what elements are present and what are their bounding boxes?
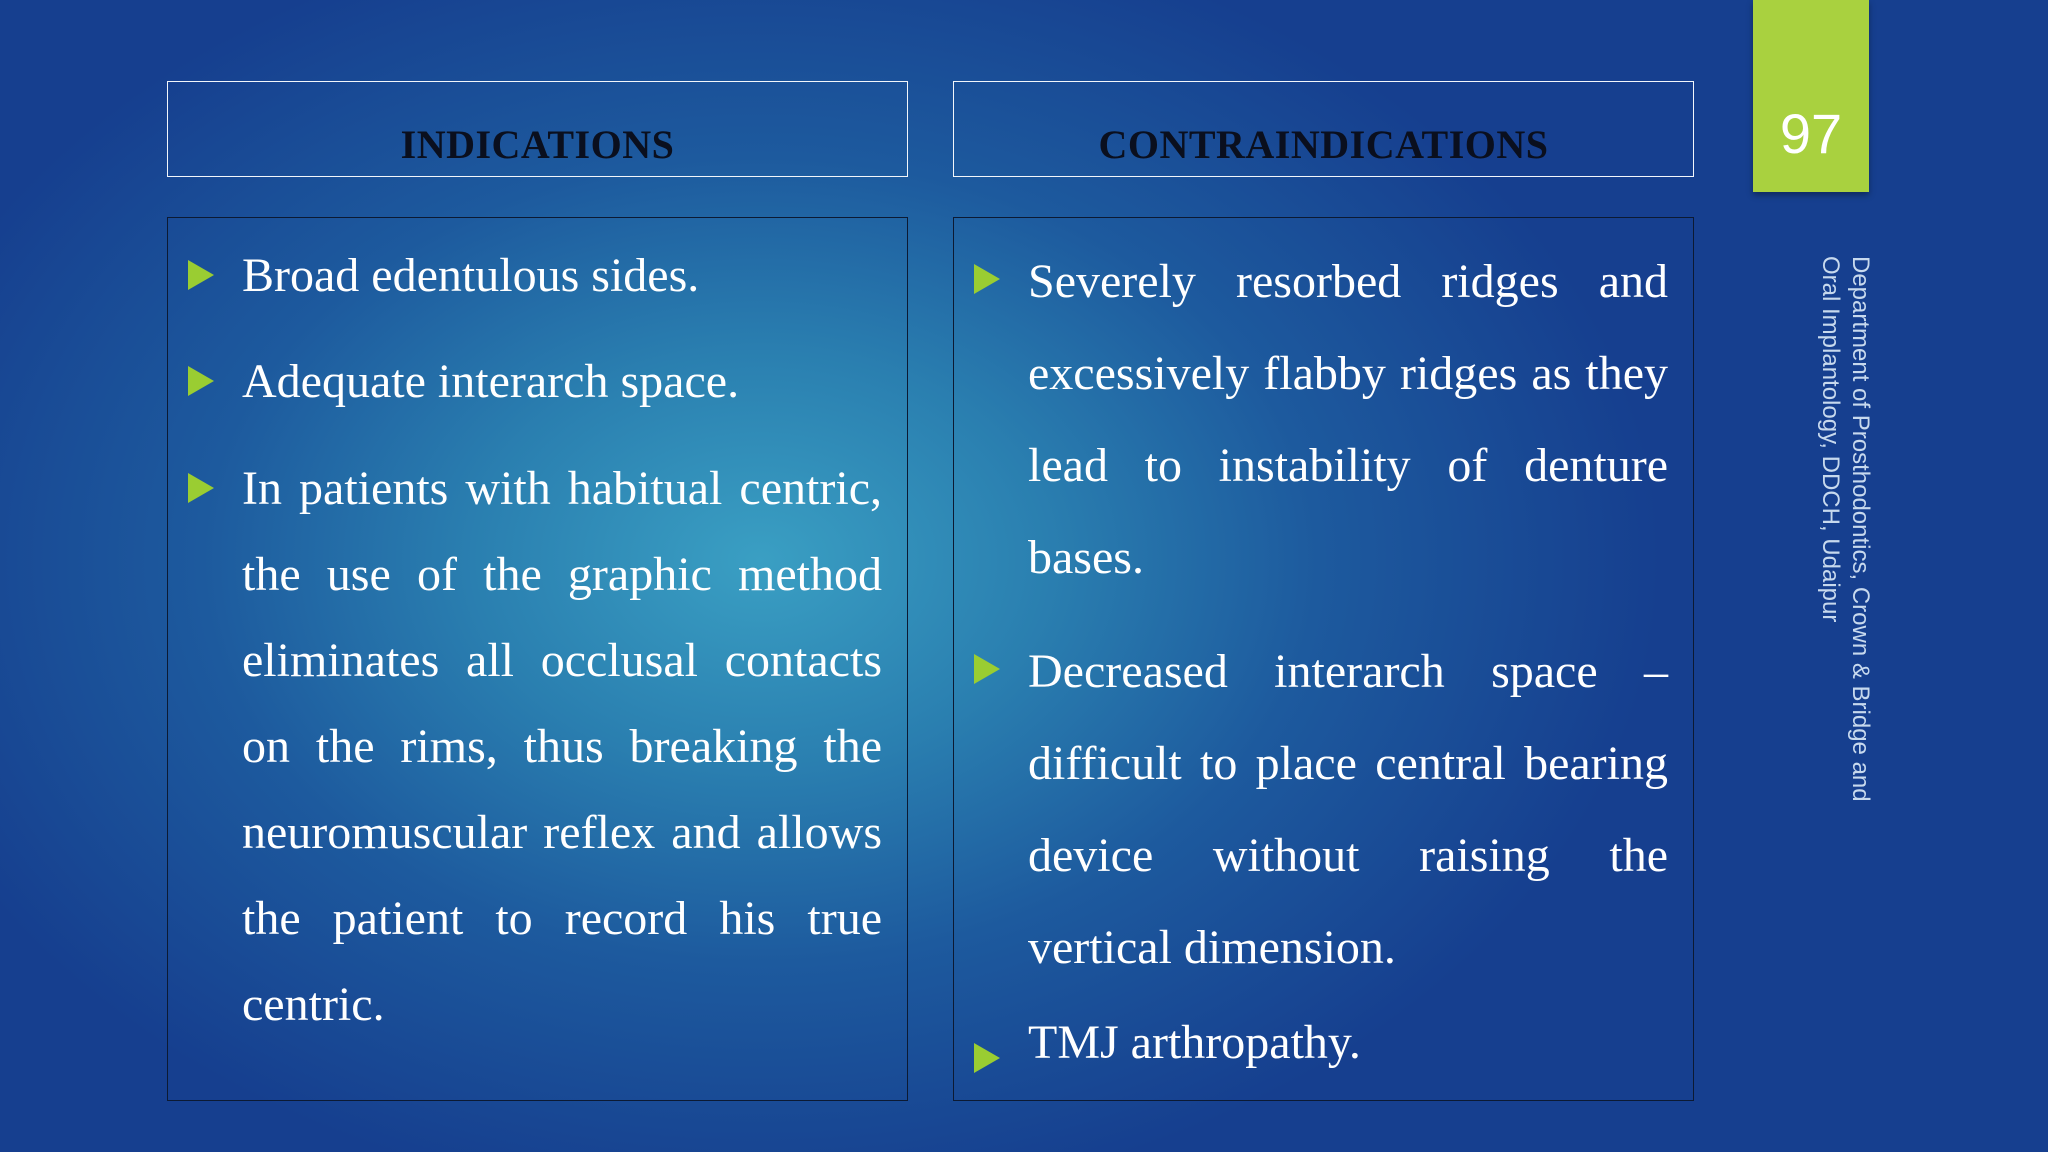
indications-heading: INDICATIONS [400,122,675,167]
green-triangle-icon [188,366,214,396]
indication-item-3: In patients with habitual centric, the use of the graphic method eliminates all occlusal contacts on the rims, thus breaking the neuromuscular reflex and allows the patient to record his true centric. [242,462,882,1031]
green-triangle-icon [974,654,1000,684]
green-triangle-icon [974,1043,1000,1073]
indications-list [167,217,908,1101]
contraindication-item-2: Decreased interarch space – difficult to place central bearing device without raising the vertical dimension. [1028,645,1668,974]
department-footer: Department of Prosthodontics, Crown & Bridge and Oral Implantology, DDCH, Udaipur [1817,256,1874,802]
indications-header-box [167,81,908,177]
page-number-badge [1753,0,1869,192]
contraindication-item-3: TMJ arthropathy. [1028,1016,1361,1069]
green-triangle-icon [188,473,214,503]
green-triangle-icon [974,264,1000,294]
indication-item-1: Broad edentulous sides. [242,249,700,302]
page-number: 97 [1779,102,1843,165]
contraindication-item-1: Severely resorbed ridges and excessively flabby ridges as they lead to instability of denture bases. [1028,255,1668,584]
indication-item-2: Adequate interarch space. [242,355,740,408]
green-triangle-icon [188,260,214,290]
contraindications-header-box [953,81,1694,177]
contraindications-list [953,217,1694,1101]
contraindications-heading: CONTRAINDICATIONS [1098,122,1549,167]
